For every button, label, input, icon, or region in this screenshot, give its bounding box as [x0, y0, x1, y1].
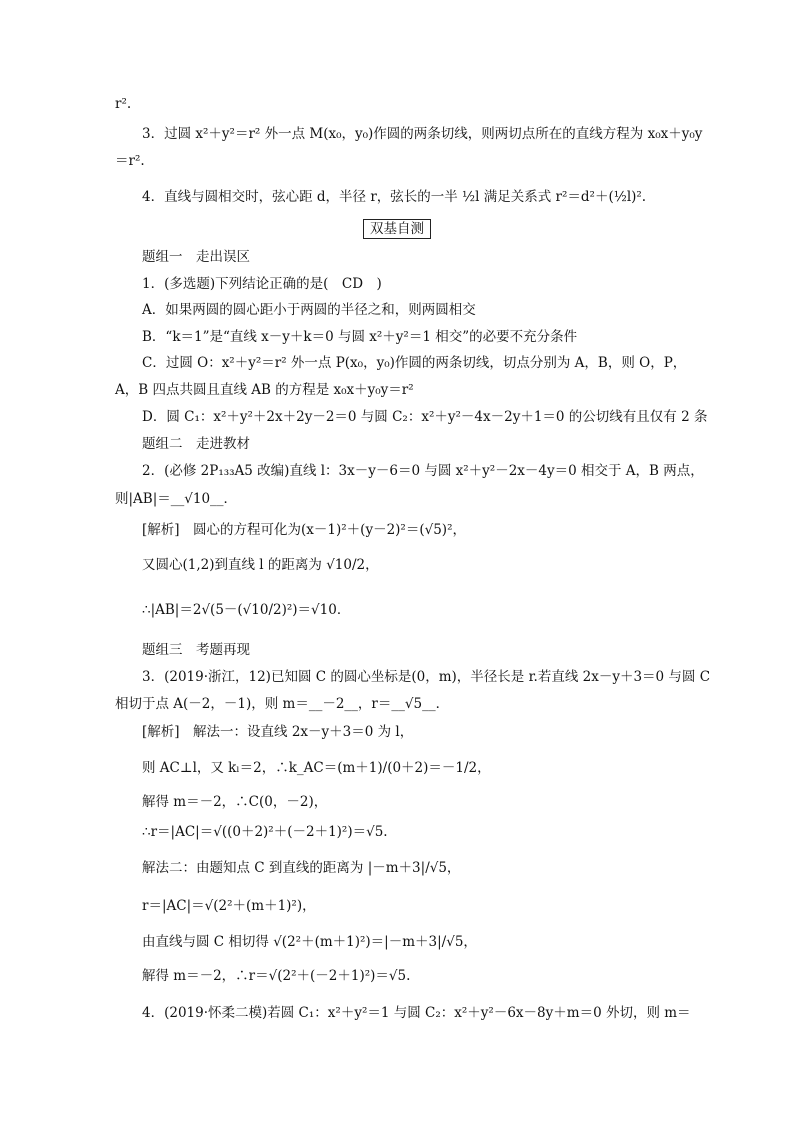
group-heading: 题组一 走出误区	[142, 249, 250, 265]
option-a: A．如果两圆的圆心距小于两圆的半径之和，则两圆相交	[142, 302, 476, 318]
group-heading: 题组二 走进教材	[142, 436, 250, 452]
question-line: 3．(2019·浙江，12)已知圆 C 的圆心坐标是(0，m)，半径长是 r.若直线 2x－y＋3＝0 与圆 C	[142, 669, 711, 685]
answer-line: 相切于点 A(－2，－1)，则 m＝__－2__，r＝__√5__．	[115, 696, 450, 712]
group-heading: 题组三 考题再现	[142, 642, 250, 658]
option-c: C．过圆 O：x²＋y²＝r² 外一点 P(x₀，y₀)作圆的两条切线，切点分别为 A，B，则 O，P，	[142, 355, 687, 371]
analysis-line: [解析] 圆心的方程可化为(x－1)²＋(y－2)²＝(√5)²，	[142, 522, 466, 538]
section-heading	[0, 219, 794, 239]
analysis-line: 解得 m＝－2，∴r＝√(2²＋(－2＋1)²)＝√5.	[142, 968, 411, 984]
text-line: 4．直线与圆相交时，弦心距 d，半径 r，弦长的一半 ½l 满足关系式 r²＝d²＋(½l)².	[142, 189, 647, 205]
analysis-line: 解法二：由题知点 C 到直线的距离为 |－m＋3|/√5，	[142, 860, 461, 876]
analysis-line: 则 AC⊥l，又 kₗ＝2，∴k_AC＝(m＋1)/(0＋2)＝－1/2，	[142, 760, 491, 776]
section-heading-box: 双基自测	[363, 219, 431, 239]
analysis-line: r＝|AC|＝√(2²＋(m＋1)²)，	[142, 898, 316, 914]
text-line: 3．过圆 x²＋y²＝r² 外一点 M(x₀，y₀)作圆的两条切线，则两切点所在的直线方程为 x₀x＋y₀y	[142, 126, 703, 142]
analysis-line: [解析] 解法一：设直线 2x－y＋3＝0 为 l，	[142, 724, 414, 740]
question-line: 2．(必修 2P₁₃₃A5 改编)直线 l：3x－y－6＝0 与圆 x²＋y²－2x－4y＝0 相交于 A，B 两点，	[142, 463, 704, 479]
text-line: r².	[115, 96, 132, 112]
answer-line: 则|AB|＝__√10__．	[115, 491, 238, 507]
analysis-line: 解得 m＝－2，∴C(0，－2)，	[142, 794, 328, 810]
option-d: D．圆 C₁：x²＋y²＋2x＋2y－2＝0 与圆 C₂：x²＋y²－4x－2y＋1＝0 的公切线有且仅有 2 条	[142, 409, 708, 425]
option-c-cont: A，B 四点共圆且直线 AB 的方程是 x₀x＋y₀y＝r²	[115, 382, 414, 398]
analysis-line: ∴|AB|＝2√(5－(√10/2)²)＝√10．	[142, 602, 351, 618]
question-line: 4．(2019·怀柔二模)若圆 C₁：x²＋y²＝1 与圆 C₂：x²＋y²－6x－8y＋m＝0 外切，则 m＝	[142, 1005, 691, 1021]
analysis-line: ∴r＝|AC|＝√((0＋2)²＋(－2＋1)²)＝√5.	[142, 824, 388, 840]
option-b: B．“k＝1”是“直线 x－y＋k＝0 与圆 x²＋y²＝1 相交”的必要不充分条件	[142, 329, 578, 345]
question-line: 1．(多选题)下列结论正确的是( CD )	[142, 276, 382, 292]
analysis-line: 又圆心(1,2)到直线 l 的距离为 √10/2，	[142, 557, 379, 573]
analysis-line: 由直线与圆 C 相切得 √(2²＋(m＋1)²)＝|－m＋3|/√5，	[142, 934, 477, 950]
text-line: ＝r².	[115, 153, 145, 169]
